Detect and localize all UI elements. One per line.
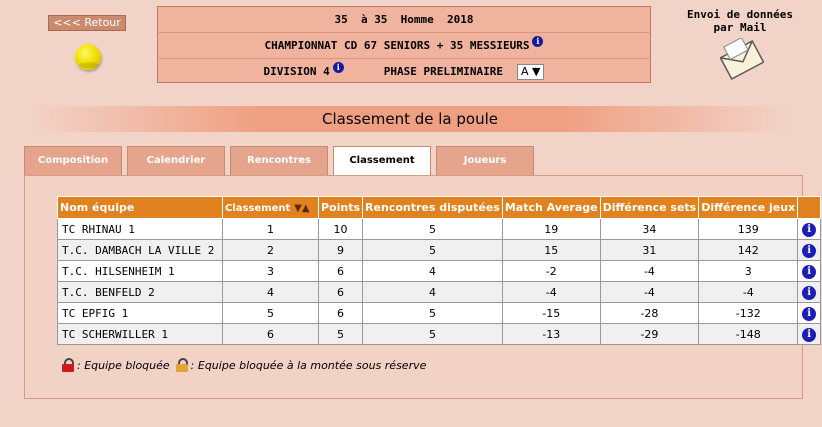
points-cell: 9	[319, 240, 363, 261]
points-cell: 10	[319, 219, 363, 240]
played-cell: 5	[363, 219, 503, 240]
sets-cell: 31	[600, 240, 699, 261]
team-info-icon[interactable]: i	[802, 286, 816, 300]
info-cell	[798, 282, 821, 303]
sets-cell: -4	[600, 261, 699, 282]
team-info-icon[interactable]: i	[802, 328, 816, 342]
info-cell	[798, 219, 821, 240]
table-row	[58, 282, 821, 303]
legend-blocked-promotion: : Equipe bloquée à la montée sous réserve	[190, 358, 427, 372]
games-cell: -4	[699, 282, 798, 303]
avg-cell: -4	[502, 282, 600, 303]
mail-label	[678, 8, 802, 34]
info-cell	[798, 261, 821, 282]
played-cell: 5	[363, 303, 503, 324]
avg-cell: 19	[502, 219, 600, 240]
points-cell: 6	[319, 303, 363, 324]
avg-cell: -15	[502, 303, 600, 324]
info-cell	[798, 324, 821, 345]
tab-calendrier[interactable]: Calendrier	[127, 146, 225, 175]
games-cell: 3	[699, 261, 798, 282]
team-name: T.C. HILSENHEIM 1	[58, 261, 223, 282]
competition-info-box	[157, 6, 651, 83]
games-cell: -148	[699, 324, 798, 345]
played-cell: 4	[363, 282, 503, 303]
sets-cell: -28	[600, 303, 699, 324]
rank-cell: 1	[223, 219, 319, 240]
points-cell: 6	[319, 261, 363, 282]
mail-label-line1: Envoi de données	[687, 8, 793, 21]
games-cell: 139	[699, 219, 798, 240]
table-row	[58, 219, 821, 240]
tennis-ball-icon	[75, 44, 101, 70]
legend	[62, 358, 426, 372]
competition-category: 35 à 35 Homme 2018	[334, 13, 474, 26]
team-info-icon[interactable]: i	[802, 265, 816, 279]
division-info-icon[interactable]: i	[333, 62, 344, 73]
championship-info-icon[interactable]: i	[532, 36, 543, 47]
tab-rencontres[interactable]: Rencontres	[230, 146, 328, 175]
info-cell	[798, 303, 821, 324]
legend-blocked: : Equipe bloquée	[77, 358, 170, 372]
avg-cell: -13	[502, 324, 600, 345]
mail-label-line2: par Mail	[713, 21, 767, 34]
lock-red-icon	[62, 358, 74, 372]
played-cell: 5	[363, 324, 503, 345]
team-info-icon[interactable]: i	[802, 244, 816, 258]
tab-classement[interactable]: Classement	[333, 146, 431, 176]
col-header-played[interactable]: Rencontres disputées	[363, 197, 503, 219]
envelope-icon[interactable]	[720, 38, 764, 82]
tab-joueurs[interactable]: Joueurs	[436, 146, 534, 175]
col-header-sets-diff[interactable]: Différence sets	[600, 197, 699, 219]
rank-cell: 2	[223, 240, 319, 261]
team-name: T.C. DAMBACH LA VILLE 2	[58, 240, 223, 261]
team-info-icon[interactable]: i	[802, 307, 816, 321]
games-cell: 142	[699, 240, 798, 261]
sets-cell: -29	[600, 324, 699, 345]
games-cell: -132	[699, 303, 798, 324]
played-cell: 5	[363, 240, 503, 261]
col-header-rank[interactable]	[223, 197, 319, 219]
chevron-down-icon: ▼	[532, 64, 541, 78]
sets-cell: -4	[600, 282, 699, 303]
poule-select[interactable]	[517, 64, 545, 80]
col-header-team[interactable]: Nom équipe	[58, 197, 223, 219]
rank-cell: 5	[223, 303, 319, 324]
page-title: Classement de la poule	[30, 106, 790, 132]
championship-name: CHAMPIONNAT CD 67 SENIORS + 35 MESSIEURS	[264, 39, 530, 52]
info-cell	[798, 240, 821, 261]
division-label: DIVISION 4	[263, 65, 330, 78]
sets-cell: 34	[600, 219, 699, 240]
poule-select-value: A	[520, 64, 529, 78]
team-name: T.C. BENFELD 2	[58, 282, 223, 303]
avg-cell: -2	[502, 261, 600, 282]
team-name: TC EPFIG 1	[58, 303, 223, 324]
lock-gold-icon	[176, 358, 188, 372]
sort-arrows-icon[interactable]: ▼▲	[294, 203, 310, 214]
col-header-points[interactable]: Points	[319, 197, 363, 219]
col-header-rank-label: Classement	[225, 203, 291, 214]
col-header-match-average[interactable]: Match Average	[502, 197, 600, 219]
team-name: TC SCHERWILLER 1	[58, 324, 223, 345]
avg-cell: 15	[502, 240, 600, 261]
table-row	[58, 240, 821, 261]
team-name: TC RHINAU 1	[58, 219, 223, 240]
team-info-icon[interactable]: i	[802, 223, 816, 237]
col-header-games-diff[interactable]: Différence jeux	[699, 197, 798, 219]
played-cell: 4	[363, 261, 503, 282]
table-row	[58, 261, 821, 282]
tab-composition[interactable]: Composition	[24, 146, 122, 175]
col-header-info	[798, 197, 821, 219]
points-cell: 6	[319, 282, 363, 303]
points-cell: 5	[319, 324, 363, 345]
phase-label: PHASE PRELIMINAIRE	[383, 65, 503, 78]
rank-cell: 3	[223, 261, 319, 282]
table-row	[58, 324, 821, 345]
rank-cell: 6	[223, 324, 319, 345]
back-button[interactable]: <<< Retour	[48, 15, 126, 31]
ranking-table	[57, 196, 821, 345]
rank-cell: 4	[223, 282, 319, 303]
table-row	[58, 303, 821, 324]
